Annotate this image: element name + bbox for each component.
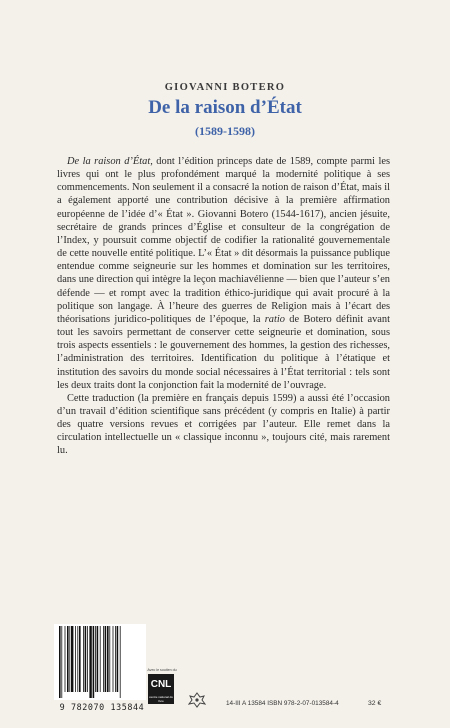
cover-bottom bbox=[0, 624, 450, 724]
paragraph-1 bbox=[57, 155, 390, 392]
barcode bbox=[54, 624, 146, 712]
paragraph-2: Cette traduction (la première en français depuis 1599) a aussi été l’occasion d’un travail d’édition scientifique sans précédent (y compris en Italie) à partir des quatre versions revues et corrigées par l’auteur. Elle remet dans la circulation intellectuelle un « classique inconnu », toujours cité, mais rarement lu. bbox=[57, 392, 390, 457]
back-cover-text bbox=[57, 155, 390, 458]
cnl-logo-sub: centre national du livre bbox=[149, 695, 173, 703]
paragraph-1-text-b: de Botero définit avant tout les savoirs permettant de conserver cette seigneurie et domination, sous trois aspects essentiels : le gouvernement des hommes, la gestion des richesses, l’administration des territoires. Identification du politique à l’étatique et institution des savoirs du monde social nécessaires à l’État territorial : tels sont les deux traits dont la conjonction fait la modernité de l’ouvrage. bbox=[57, 313, 391, 391]
publisher-mark-icon bbox=[188, 692, 206, 708]
author-name: GIOVANNI BOTERO bbox=[164, 82, 286, 93]
catalog-codes: 14-III A 13584 ISBN 978-2-07-013584-4 bbox=[226, 700, 339, 707]
barcode-number: 9 782070 135844 bbox=[59, 702, 145, 712]
barcode-icon bbox=[56, 626, 144, 700]
book-title: De la raison d’État bbox=[148, 97, 302, 118]
price: 32 € bbox=[368, 700, 382, 707]
ratio-italic: ratio bbox=[264, 313, 285, 325]
paragraph-1-text-a: , dont l’édition princeps date de 1589, compte parmi les livres qui ont le plus profondément marqué la modernité politique à ses commencements. Non seulement il a consacré la notion de raison d’État, mais il a également apporté une contribution décisive à la première affirmation européenne de l’idée d’« État ». Giovanni Botero (1544-1617), ancien jésuite, secrétaire de grands princes d’Église et consulteur de la congrégation de l’Index, y poursuit comme objectif de codifier la rationalité gouvernementale de cette nouvelle entité politique. L’« État » dit désormais la puissance publique entendue comme seigneurie sur les hommes et domination sur les territoires, dans une direction qui intègre la leçon machiavélienne — bien que l’auteur s’en défende — et rompt avec la tradition éthico-juridique qui avait procuré à la politique son langage. À l’heure des guerres de Religion mais à l’écart des théorisations juridico-politiques de l’époque, la bbox=[57, 156, 390, 325]
cnl-logo bbox=[148, 674, 174, 704]
book-dates: (1589-1598) bbox=[195, 124, 255, 138]
cnl-support-text: Avec le soutien du bbox=[147, 668, 177, 672]
cnl-logo-text: CNL bbox=[150, 679, 172, 690]
title-italic: De la raison d’État bbox=[67, 156, 151, 167]
